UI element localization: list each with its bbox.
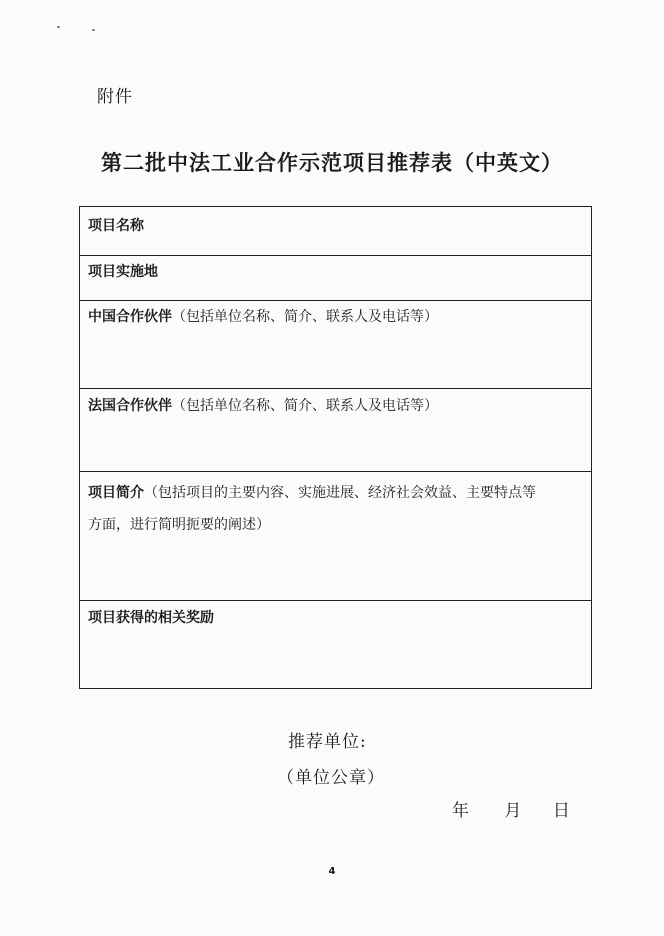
page-title: 第二批中法工业合作示范项目推荐表（中英文） (101, 151, 563, 175)
row-project-name (80, 207, 591, 256)
month-label: 月 (504, 801, 523, 821)
seal-label: （单位公章） (277, 768, 385, 788)
date-line (452, 796, 571, 821)
project-location-label: 项目实施地 (88, 264, 158, 280)
year-label: 年 (452, 801, 470, 821)
row-chinese-partner (80, 301, 591, 389)
scan-speck (92, 29, 95, 31)
chinese-partner-label: 中国合作伙伴 (88, 309, 172, 325)
awards-label: 项目获得的相关奖励 (88, 610, 214, 626)
day-label: 日 (552, 801, 571, 821)
project-summary-note-line1: （包括项目的主要内容、实施进展、经济社会效益、主要特点等 (144, 485, 536, 501)
scan-speck (57, 26, 60, 28)
project-name-label: 项目名称 (88, 218, 144, 234)
row-project-summary (80, 472, 591, 601)
attachment-label: 附件 (97, 87, 133, 107)
row-awards (80, 601, 591, 690)
recommender-label: 推荐单位: (288, 732, 367, 752)
row-french-partner (80, 389, 591, 472)
french-partner-label: 法国合作伙伴 (88, 398, 172, 414)
row-project-location (80, 256, 591, 301)
page-number: 4 (328, 866, 336, 877)
recommendation-form-table (79, 206, 592, 689)
french-partner-note: （包括单位名称、简介、联系人及电话等） (172, 398, 438, 414)
project-summary-label: 项目简介 (88, 485, 144, 501)
chinese-partner-note: （包括单位名称、简介、联系人及电话等） (172, 309, 438, 325)
project-summary-note-line2: 方面，进行简明扼要的阐述） (88, 517, 270, 533)
